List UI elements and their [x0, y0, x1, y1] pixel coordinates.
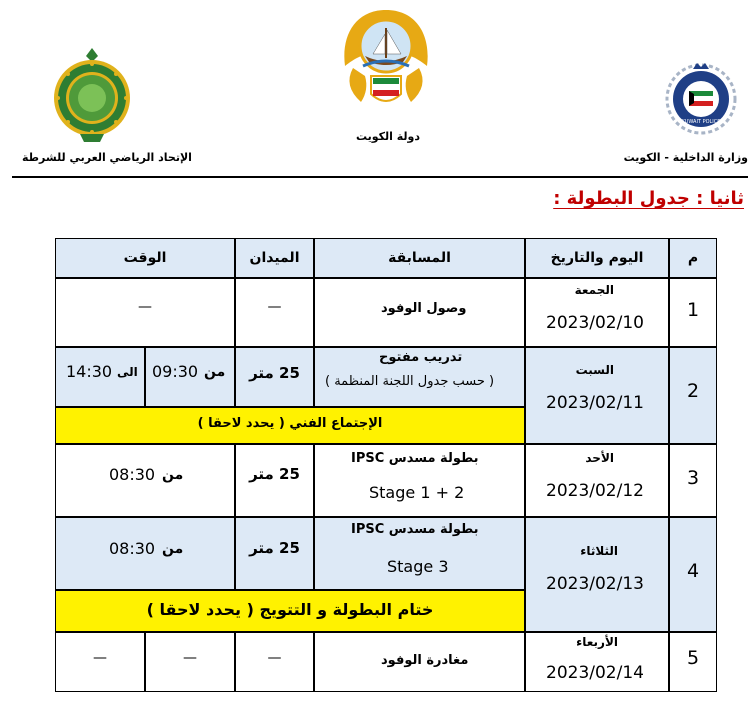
row-day: السبت	[575, 363, 614, 377]
row-event-line1: بطولة مسدس IPSC	[351, 522, 479, 537]
row-event: مغادرة الوفود	[381, 653, 469, 668]
row-date: 2023/02/10	[546, 313, 644, 333]
row-5-time-b-cell	[55, 632, 145, 692]
row-time-to: 14:30	[66, 362, 113, 381]
row-range: —	[267, 650, 282, 666]
row-5-range-cell	[235, 632, 314, 692]
row-time-to-label: الى	[117, 365, 138, 379]
section-title: ثانيا : جدول البطولة :	[553, 188, 744, 209]
row-4-range-cell	[235, 517, 314, 590]
row-time-a: —	[183, 650, 197, 666]
row-3-date-cell	[525, 444, 669, 517]
row-1-range-cell	[235, 278, 314, 347]
row-time-b: —	[93, 650, 107, 666]
row-2-no-cell	[669, 347, 717, 444]
row-3-event-cell	[314, 444, 525, 517]
row-time-from-label: من	[162, 467, 184, 483]
row-event-line2: Stage 1 + 2	[369, 483, 465, 502]
row-4-no-cell	[669, 517, 717, 632]
row-2-time-to-cell	[55, 347, 145, 407]
row-range: 25 متر	[249, 539, 300, 557]
row-date: 2023/02/11	[546, 393, 644, 413]
row-2-time-from-cell	[145, 347, 235, 407]
row-1-no-cell	[669, 278, 717, 347]
row-note: الإجتماع الفني ( يحدد لاحقا )	[197, 416, 383, 431]
row-date: 2023/02/13	[546, 574, 644, 594]
row-5-event-cell	[314, 632, 525, 692]
row-day: الجمعة	[574, 283, 614, 297]
row-event-line2: ( حسب جدول اللجنة المنظمة )	[325, 374, 495, 389]
row-range: 25 متر	[249, 364, 300, 382]
schedule-table	[55, 238, 717, 715]
row-range: —	[267, 299, 282, 315]
header-divider	[12, 176, 748, 178]
row-1-date-cell	[525, 278, 669, 347]
row-5-time-a-cell	[145, 632, 235, 692]
row-day: الأربعاء	[576, 635, 618, 649]
arab-police-sports-federation-logo	[50, 44, 134, 144]
row-1-event-cell	[314, 278, 525, 347]
header-event: المسابقة	[314, 238, 525, 278]
row-range: 25 متر	[249, 465, 300, 483]
row-number: 3	[686, 467, 700, 489]
federation-label: الإتحاد الرياضي العربي للشرطة	[22, 151, 192, 164]
row-number: 1	[686, 299, 700, 321]
row-5-date-cell	[525, 632, 669, 692]
row-event-line1: تدريب مفتوح	[379, 350, 463, 365]
row-4-note	[55, 590, 525, 632]
row-time-from-label: من	[162, 541, 184, 557]
row-1-time-cell	[55, 278, 235, 347]
row-4-event-cell	[314, 517, 525, 590]
row-note: ختام البطولة و التتويج ( يحدد لاحقا )	[146, 600, 434, 619]
row-day: الثلاثاء	[580, 544, 618, 558]
row-number: 4	[686, 560, 700, 582]
row-2-date-cell	[525, 347, 669, 444]
row-number: 2	[686, 380, 700, 402]
row-2-range-cell	[235, 347, 314, 407]
row-date: 2023/02/14	[546, 663, 644, 683]
header-no: م	[669, 238, 717, 278]
row-2-event-cell	[314, 347, 525, 407]
row-event-line2: Stage 3	[387, 557, 449, 576]
row-date: 2023/02/12	[546, 481, 644, 501]
row-time-from: 08:30	[109, 465, 156, 484]
header-range: الميدان	[235, 238, 314, 278]
row-4-time-cell	[55, 517, 235, 590]
row-event-line1: بطولة مسدس IPSC	[351, 451, 479, 466]
row-time-from: 08:30	[109, 539, 156, 558]
header-date: اليوم والتاريخ	[525, 238, 669, 278]
kuwait-emblem-logo	[335, 6, 437, 124]
row-number: 5	[686, 647, 700, 669]
ministry-label: وزارة الداخلية - الكويت	[623, 151, 748, 164]
row-time: —	[138, 299, 152, 315]
row-4-date-cell	[525, 517, 669, 632]
header-time: الوقت	[55, 238, 235, 278]
kuwait-police-logo	[660, 55, 742, 137]
country-label: دولة الكويت	[355, 130, 421, 143]
row-3-no-cell	[669, 444, 717, 517]
row-time-from-label: من	[204, 364, 226, 380]
row-time-from: 09:30	[152, 362, 199, 381]
row-3-range-cell	[235, 444, 314, 517]
row-2-note	[55, 407, 525, 444]
row-event: وصول الوفود	[381, 301, 467, 316]
police-badge-text: KUWAIT POLICE	[681, 119, 721, 125]
row-day: الأحد	[585, 451, 614, 465]
row-5-no-cell	[669, 632, 717, 692]
row-3-time-cell	[55, 444, 235, 517]
